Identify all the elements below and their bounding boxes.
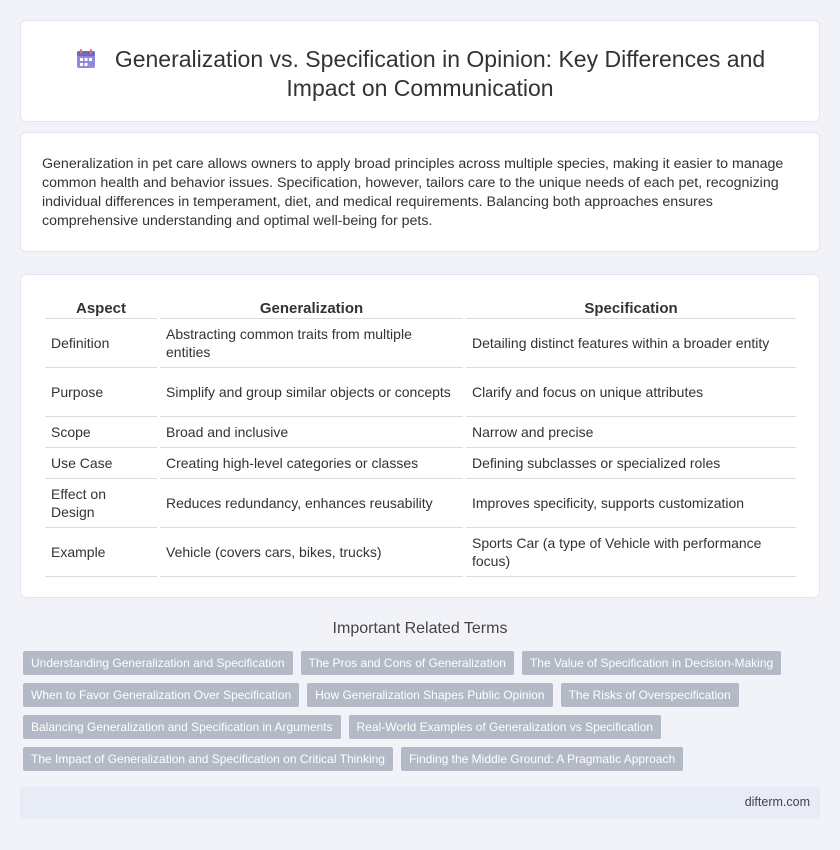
- page-title: Generalization vs. Specification in Opinion: Key Differences and Impact on Communication: [114, 46, 766, 101]
- table-row: [45, 319, 796, 368]
- header-aspect: Aspect: [45, 297, 157, 319]
- table-header-row: [45, 297, 796, 319]
- table-cell: Broad and inclusive: [160, 417, 463, 448]
- related-term-link[interactable]: The Pros and Cons of Generalization: [301, 651, 514, 675]
- table-cell: Scope: [45, 417, 157, 448]
- related-term-link[interactable]: The Value of Specification in Decision-Making: [522, 651, 781, 675]
- related-term-link[interactable]: When to Favor Generalization Over Specification: [23, 683, 299, 707]
- table-cell: Use Case: [45, 448, 157, 479]
- table-cell: Definition: [45, 319, 157, 368]
- related-term-link[interactable]: Real-World Examples of Generalization vs Specification: [349, 715, 662, 739]
- related-term-link[interactable]: The Impact of Generalization and Specification on Critical Thinking: [23, 747, 393, 771]
- header-specification: Specification: [466, 297, 796, 319]
- table-cell: Improves specificity, supports customization: [466, 479, 796, 528]
- header-generalization: Generalization: [160, 297, 463, 319]
- related-term-link[interactable]: Finding the Middle Ground: A Pragmatic Approach: [401, 747, 683, 771]
- related-term-link[interactable]: Balancing Generalization and Specification in Arguments: [23, 715, 341, 739]
- related-term-link[interactable]: How Generalization Shapes Public Opinion: [307, 683, 552, 707]
- footer-bar: [20, 786, 820, 819]
- related-term-link[interactable]: The Risks of Overspecification: [561, 683, 739, 707]
- related-term-link[interactable]: Understanding Generalization and Specification: [23, 651, 293, 675]
- table-cell: Clarify and focus on unique attributes: [466, 368, 796, 417]
- table-cell: Creating high-level categories or classes: [160, 448, 463, 479]
- page-title-wrap: [21, 45, 819, 103]
- related-terms-list: [23, 651, 803, 779]
- header-card: [20, 20, 820, 122]
- table-cell: Simplify and group similar objects or concepts: [160, 368, 463, 417]
- intro-card: [20, 132, 820, 252]
- table-cell: Defining subclasses or specialized roles: [466, 448, 796, 479]
- table-cell: Purpose: [45, 368, 157, 417]
- intro-paragraph: Generalization in pet care allows owners to apply broad principles across multiple species, making it easier to manage common health and behavior issues. Specification, however, tailors care to the unique needs of each pet, recognizing individual differences in temperament, diet, and medical requirements. Balancing both approaches ensures comprehensive understanding and optimal well-being for pets.: [42, 156, 784, 229]
- table-cell: Reduces redundancy, enhances reusability: [160, 479, 463, 528]
- table-cell: Abstracting common traits from multiple entities: [160, 319, 463, 368]
- table-cell: Example: [45, 528, 157, 577]
- table-cell: Vehicle (covers cars, bikes, trucks): [160, 528, 463, 577]
- related-terms-title: Important Related Terms: [332, 620, 508, 637]
- footer-site-name: difterm.com: [744, 795, 810, 809]
- table-row: [45, 417, 796, 448]
- table-cell: Detailing distinct features within a broader entity: [466, 319, 796, 368]
- table-row: [45, 448, 796, 479]
- table-cell: Narrow and precise: [466, 417, 796, 448]
- table-cell: Effect on Design: [45, 479, 157, 528]
- comparison-table: [42, 297, 799, 577]
- calendar-icon: [75, 48, 97, 70]
- comparison-table-card: [20, 274, 820, 598]
- table-cell: Sports Car (a type of Vehicle with performance focus): [466, 528, 796, 577]
- table-row: [45, 368, 796, 417]
- table-row: [45, 479, 796, 528]
- table-row: [45, 528, 796, 577]
